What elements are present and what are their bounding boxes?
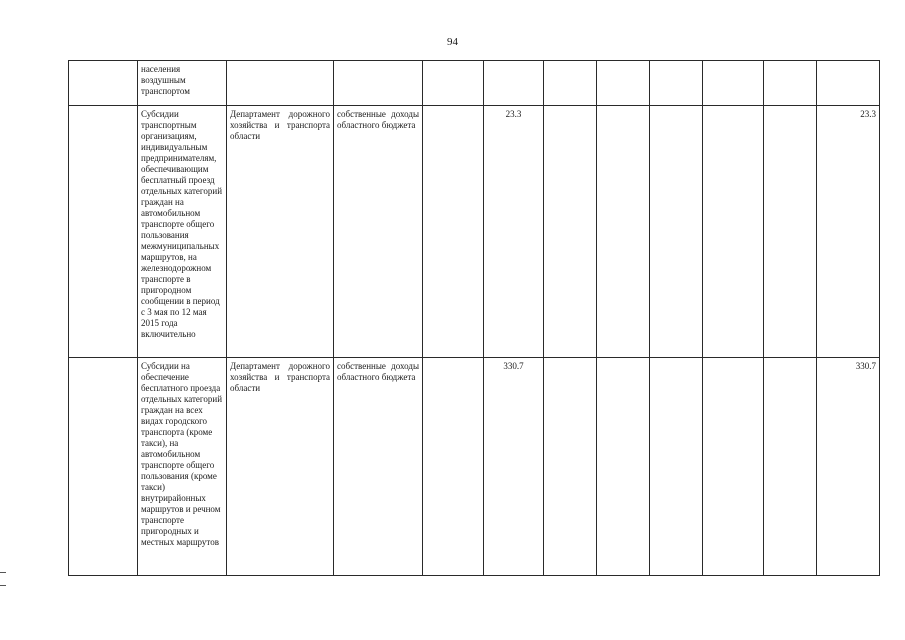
budget-table bbox=[68, 60, 880, 576]
empty-cell bbox=[597, 358, 650, 576]
empty-cell bbox=[597, 106, 650, 358]
measure-name-cell: Субсидии на обеспечение бесплатного проезда отдельных категорий граждан на всех видах городского транспорта (кроме такси), на автомобильном транспорте общего пользования (кроме такси) внутрирайонных маршрутов и речном транспорте пригородных и местных маршрутов bbox=[138, 358, 227, 576]
margin-mark bbox=[0, 572, 6, 573]
empty-cell bbox=[703, 61, 764, 106]
empty-cell bbox=[544, 106, 597, 358]
measure-name-cell: населения воздушным транспортом bbox=[138, 61, 227, 106]
funding-source-cell: собственные доходы областного бюджета bbox=[334, 106, 423, 358]
empty-cell bbox=[423, 61, 484, 106]
total-cell bbox=[817, 61, 880, 106]
funding-source-cell: собственные доходы областного бюджета bbox=[334, 358, 423, 576]
page-number: 94 bbox=[447, 36, 458, 48]
empty-cell bbox=[650, 106, 703, 358]
table-row bbox=[69, 106, 880, 358]
row-number-cell bbox=[69, 358, 138, 576]
funding-source-cell bbox=[334, 61, 423, 106]
empty-cell bbox=[597, 61, 650, 106]
empty-cell bbox=[764, 358, 817, 576]
row-number-cell bbox=[69, 61, 138, 106]
margin-mark bbox=[0, 585, 6, 586]
department-cell: Департамент дорожного хозяйства и транспорта области bbox=[227, 358, 334, 576]
table-row bbox=[69, 358, 880, 576]
measure-name-cell: Субсидии транспортным организациям, индивидуальным предпринимателям, обеспечивающим бесплатный проезд отдельных категорий граждан на автомобильном транспорте общего пользования межмуниципальных маршрутов, на железнодорожном транспорте в пригородном сообщении в период с 3 мая по 12 мая 2015 года включительно bbox=[138, 106, 227, 358]
value-cell: 23.3 bbox=[484, 106, 544, 358]
empty-cell bbox=[764, 106, 817, 358]
department-cell bbox=[227, 61, 334, 106]
row-number-cell bbox=[69, 106, 138, 358]
empty-cell bbox=[423, 106, 484, 358]
total-cell: 23.3 bbox=[817, 106, 880, 358]
empty-cell bbox=[764, 61, 817, 106]
empty-cell bbox=[544, 358, 597, 576]
empty-cell bbox=[544, 61, 597, 106]
table-row bbox=[69, 61, 880, 106]
empty-cell bbox=[703, 358, 764, 576]
total-cell: 330.7 bbox=[817, 358, 880, 576]
value-cell: 330.7 bbox=[484, 358, 544, 576]
empty-cell bbox=[423, 358, 484, 576]
empty-cell bbox=[650, 61, 703, 106]
department-cell: Департамент дорожного хозяйства и транспорта области bbox=[227, 106, 334, 358]
empty-cell bbox=[703, 106, 764, 358]
value-cell bbox=[484, 61, 544, 106]
empty-cell bbox=[650, 358, 703, 576]
